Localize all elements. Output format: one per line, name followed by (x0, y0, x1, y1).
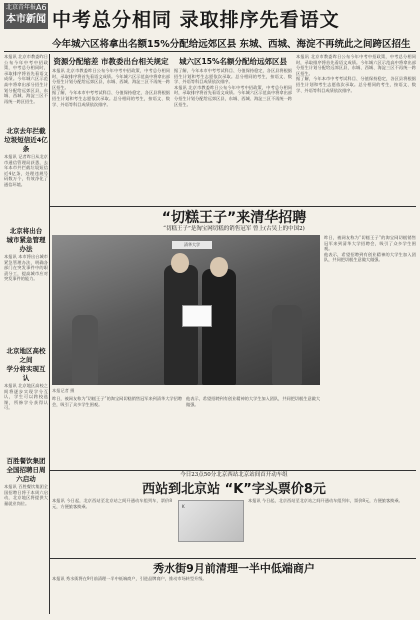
feature-body-2: 他表示，希望招聘到有创业精神的大学生加入团队，共同把切糕生意做大做强。 (324, 251, 416, 263)
lead-column-2 (174, 54, 292, 204)
bottom-body (52, 576, 416, 616)
lead-headline: 中考总分相同 录取排序先看语文 (52, 9, 340, 31)
feature-headline: “切糕王子”来清华招聘 (161, 210, 307, 226)
feature-body-3: 昨日，被网友称为“切糕王子”的淘宝网切糕销售冠军来到清华大学招聘会，吸引了众多学生围观。 (52, 396, 182, 407)
paper-name: 北京青年报 (6, 4, 37, 11)
feature-kicker: “切糕王子”是淘宝网切糕的销售冠军 曾上(古吴上的中国2) (163, 226, 305, 232)
ticket-text: K (182, 504, 185, 509)
brief-4-title: 百胜餐饮集团 全国招聘日周六启动 (6, 457, 46, 483)
lead-body-1: 本报讯 北京市教委昨日公布今年中考中招政策，中考总分相同时，录取排序将首先看语文成绩。今年城六区示范高中将拿出部分招生计划分配给远郊区县，东城、西城、海淀三区不再统一跨区招生。 (52, 68, 170, 90)
page-number: A6 (36, 3, 47, 12)
rail-body-2: 本报讯 今日起，北京西站至北京站之间开通动车组列车，票价8元，方便旅客换乘。 (248, 498, 403, 503)
brief-1 (4, 124, 48, 224)
brief-1-body: 本报讯 记者昨日从北京市通信管理局获悉，去年本市共拦截垃圾短信近4亿条，处理违规号码数万个，有效净化了通信环境。 (4, 154, 48, 187)
photo-sign: 清华大学 (172, 241, 212, 249)
brief-2-title: 北京将出台 城市紧急管理办法 (6, 227, 46, 253)
photo-face-left (171, 253, 189, 273)
top-rule (4, 51, 416, 52)
photo-person-right (202, 269, 236, 385)
brief-2 (4, 224, 48, 344)
feature-text-col-2 (186, 396, 320, 466)
lead-subhead-2: 城六区15%名额分配给远郊区县 (179, 57, 287, 66)
feature-caption: 本报记者 摄 (52, 388, 75, 393)
feature-photo (52, 235, 320, 385)
brief-3-body: 本报讯 北京地区高校之间将逐步实现学分互认，学生可以跨校选课，所修学分获得认可。 (4, 383, 48, 411)
bottom-headline: 秀水街9月前清理一半中低端商户 (153, 562, 315, 575)
feature-text-col-1 (52, 396, 182, 466)
lead-bottom-rule (50, 206, 416, 207)
brief-3-title: 北京地区高校之间 学分将实现互认 (6, 347, 46, 382)
ticket-photo (178, 500, 244, 542)
lead-column-1 (52, 54, 170, 204)
left-rail-divider (49, 54, 50, 614)
rail-body-col-2 (248, 498, 416, 556)
feature-body-1: 昨日，被网友称为“切糕王子”的淘宝网切糕销售冠军来到清华大学招聘会，吸引了众多学生围观。 (324, 235, 416, 252)
photo-bystander-1 (72, 315, 98, 385)
brief-4-body: 本报讯 百胜餐饮集团全国招聘日将于本周六启动，北京地区将提供大量就业岗位。 (4, 484, 48, 506)
lead-body-3: 据了解，今年本市中考考试科目、分值保持稳定，各区县将根据招生计划和考生志愿依次录取。总分相同的考生，按语文、数学、外语等科目成绩依次排序。 (174, 68, 292, 85)
photo-face-right (210, 257, 228, 277)
lead-deck: 今年城六区将拿出名额15%分配给远郊区县 东城、西城、海淀不再统此之间跨区招生 (52, 39, 411, 50)
photo-document (182, 305, 212, 327)
lead-subhead-1: 资源分配缩差 市教委出台相关规定 (53, 57, 169, 66)
lead-body-2: 据了解，今年本市中考考试科目、分值保持稳定，各区县将根据招生计划和考生志愿依次录取。总分相同的考生，按语文、数学、外语等科目成绩依次排序。 (52, 90, 170, 107)
brief-4 (4, 454, 48, 604)
photo-bystander-2 (272, 305, 302, 385)
lead-body-5: 本报讯 北京市教委昨日公布今年中考中招政策，中考总分相同时，录取排序将首先看语文成绩。今年城六区示范高中将拿出部分招生计划分配给远郊区县，东城、西城、海淀三区不再统一跨区招生。 (296, 54, 416, 76)
lead-body-4: 本报讯 北京市教委昨日公布今年中考中招政策，中考总分相同时，录取排序将首先看语文成绩。今年城六区示范高中将拿出部分招生计划分配给远郊区县，东城、西城、海淀三区不再统一跨区招生。 (174, 84, 292, 107)
left-rail-lead-text: 本报讯 北京市教委昨日公布今年中考中招政策，中考总分相同时，录取排序将首先看语文成绩。今年城六区示范高中将拿出部分招生计划分配给远郊区县，东城、西城、海淀三区不再统一跨区招生。 (4, 54, 48, 104)
rail-banner: 今日23点50分北京西站北京站间首开动车组 (180, 472, 288, 478)
feature-body-4: 他表示，希望招聘到有创业精神的大学生加入团队，共同把切糕生意做大做强。 (186, 396, 320, 407)
left-briefs (4, 124, 48, 614)
feature-sidebar (324, 235, 416, 391)
brief-1-title: 北京去年拦截 垃圾短信近4亿条 (4, 127, 48, 153)
rail-body-col-1 (52, 498, 172, 556)
lead-column-3 (296, 54, 416, 204)
section-name: 本市新闻 (6, 14, 46, 25)
lead-body-6: 据了解，今年本市中考考试科目、分值保持稳定，各区县将根据招生计划和考生志愿依次录取。总分相同的考生，按语文、数学、外语等科目成绩依次排序。 (296, 76, 416, 93)
brief-3 (4, 344, 48, 454)
bottom-rule (50, 558, 416, 559)
rail-top-rule (50, 470, 416, 471)
bottom-body-text: 本报讯 秀水街将在9月前清理一半中低端商户，引进品牌商户，推动市场转型升级。 (52, 576, 207, 581)
brief-2-body: 本报讯 本市将出台城市紧急管理办法，明确各部门在突发事件中的职责分工，提高城市应对突发事件的能力。 (4, 254, 48, 282)
rail-body-1: 本报讯 今日起，北京西站至北京站之间开通动车组列车，票价8元，方便旅客换乘。 (52, 498, 172, 509)
rail-headline: 西站到北京站 “K”字头票价8元 (142, 482, 326, 497)
